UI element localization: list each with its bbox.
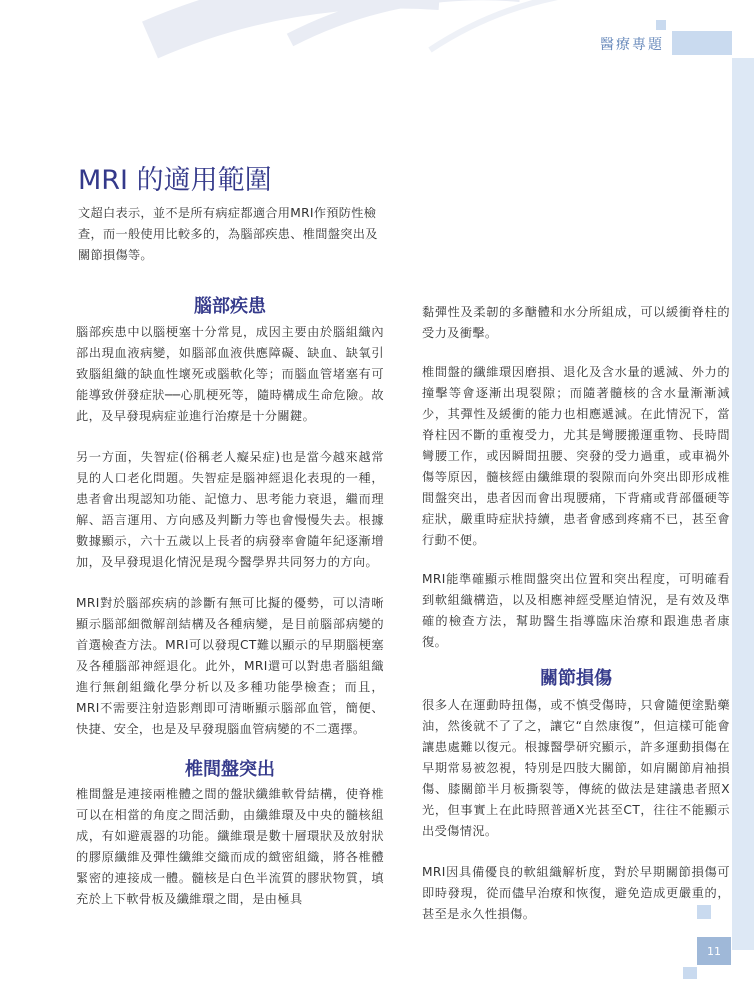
paragraph: 椎間盤是連接兩椎體之間的盤狀纖維軟骨結構，使脊椎可以在相當的角度之間活動，由纖維環及中央的髓核組成，有如避震器的功能。纖維環是數十層環狀及放射狀的膠原纖維及彈性纖維交織而成的緻密組織，將各椎體緊密的連接成一體。髓核是白色半流質的膠狀物質，填充於上下軟骨板及纖維環之間，是由極具 <box>76 787 384 906</box>
paragraph: MRI能準確顯示椎間盤突出位置和突出程度，可明確看到軟組織構造，以及相應神經受壓迫情況，是有效及準確的檢查方法，幫助醫生指導臨床治療和跟進患者康復。 <box>422 572 730 649</box>
heading-brain: 腦部疾患 <box>194 296 266 317</box>
paragraph: MRI因具備優良的軟組織解析度，對於早期關節損傷可即時發現，從而儘早治療和恢復，避免造成更嚴重的，甚至是永久性損傷。 <box>422 865 730 921</box>
paragraph: 黏彈性及柔韌的多醣體和水分所組成，可以緩衝脊柱的受力及衝擊。 <box>422 305 730 340</box>
heading-joint: 關節損傷 <box>540 668 612 689</box>
paragraph: 另一方面，失智症(俗稱老人癡呆症)也是當今越來越常見的人口老化問題。失智症是腦神經退化表現的一種，患者會出現認知功能、記憶力、思考能力衰退，繼而理解、語言運用、方向感及判斷力等也會慢慢失去。根據數據顯示，六十五歲以上長者的病發率會隨年紀逐漸增加，及早發現退化情況是現今醫學界共同努力的方向。 <box>76 450 384 569</box>
paragraph: 椎間盤的纖維環因磨損、退化及含水量的遞減、外力的撞擊等會逐漸出現裂隙；而隨著髓核的含水量漸漸減少，其彈性及緩衝的能力也相應遞減。在此情況下，當脊柱因不斷的重複受力，尤其是彎腰搬運重物、長時間彎腰工作，或因瞬間扭腰、突發的受力過重，或車禍外傷等原因，髓核經由纖維環的裂隙而向外突出即形成椎間盤突出，患者因而會出現腰痛，下背痛或背部僵硬等症狀，嚴重時症狀持續，患者會感到疼痛不已，甚至會行動不便。 <box>422 365 730 547</box>
left-column <box>76 295 384 910</box>
deco-square <box>656 20 666 30</box>
paragraph: 很多人在運動時扭傷，或不慎受傷時，只會隨便塗點藥油，然後就不了了之，讓它“自然康復”，但這樣可能會讓患處難以復元。根據醫學研究顯示，許多運動損傷在早期常易被忽視，特別是四肢大關節，如肩關節肩袖損傷、膝關節半月板撕裂等，傳統的做法是建議患者照X光，但事實上在此時照普通X光甚至CT，往往不能顯示出受傷情況。 <box>422 698 730 838</box>
right-edge-stripe <box>732 58 754 950</box>
page-title: MRI 的適用範圍 <box>78 165 272 196</box>
page-number: 11 <box>697 937 731 965</box>
section-label: 醫療專題 <box>600 37 664 53</box>
paragraph: 腦部疾患中以腦梗塞十分常見，成因主要由於腦組織內部出現血液病變，如腦部血液供應障礙、缺血、缺氧引致腦組織的缺血性壞死或腦軟化等；而腦血管堵塞有可能導致併發症狀──心肌梗死等，隨時構成生命危險。故此，及早發現病症並進行治療是十分關鍵。 <box>76 325 384 423</box>
paragraph: MRI對於腦部疾病的診斷有無可比擬的優勢，可以清晰顯示腦部細微解剖結構及各種病變，是目前腦部病變的首選檢查方法。MRI可以發現CT難以顯示的早期腦梗塞及各種腦部神經退化。此外，MRI還可以對患者腦組織進行無創組織化學分析以及多種功能學檢查；而且，MRI不需要注射造影劑即可清晰顯示腦部血管，簡便、快捷、安全，也是及早發現腦血管病變的不二選擇。 <box>76 596 384 736</box>
header-accent-bar <box>672 31 732 55</box>
intro-paragraph: 文超白表示，並不是所有病症都適合用MRI作預防性檢查，而一般使用比較多的，為腦部疾患、椎間盤突出及關節損傷等。 <box>78 206 378 262</box>
deco-square <box>683 967 697 979</box>
heading-spine: 椎間盤突出 <box>185 759 275 780</box>
right-column <box>422 302 730 925</box>
